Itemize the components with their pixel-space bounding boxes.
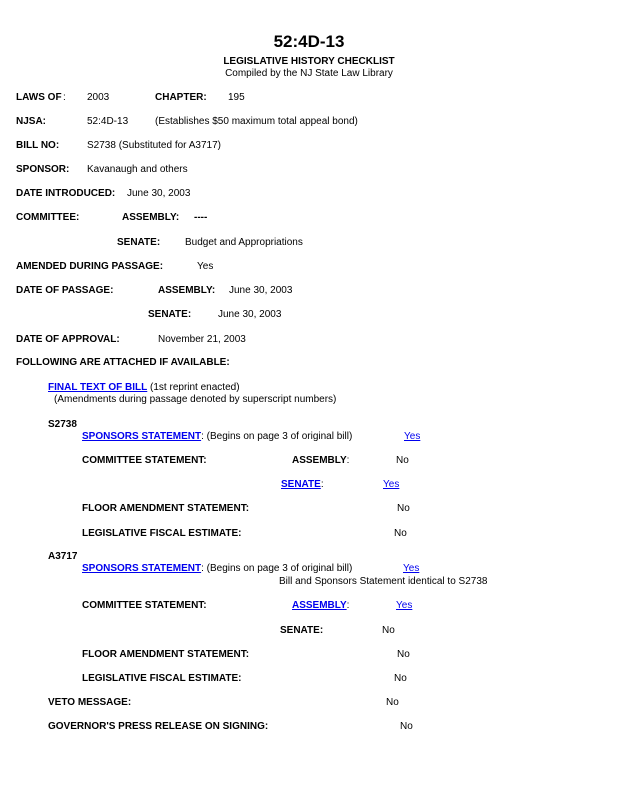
attached-heading: FOLLOWING ARE ATTACHED IF AVAILABLE:	[16, 357, 230, 368]
a3717-assembly-link[interactable]: ASSEMBLY	[292, 600, 347, 611]
a3717-floor-label: FLOOR AMENDMENT STATEMENT:	[82, 649, 250, 660]
passage-assembly-value: June 30, 2003	[229, 285, 293, 296]
s2738-sponsors-note: : (Begins on page 3 of original bill)	[201, 431, 353, 442]
a3717-sponsors-yes-link[interactable]: Yes	[403, 563, 420, 574]
passage-senate-value: June 30, 2003	[218, 309, 282, 320]
committee-assembly-label: ASSEMBLY:	[122, 212, 180, 223]
press-release-label: GOVERNOR'S PRESS RELEASE ON SIGNING:	[48, 721, 269, 732]
a3717-assembly-yes-link[interactable]: Yes	[396, 600, 413, 611]
s2738-fiscal-value: No	[394, 528, 407, 539]
s2738-floor-label: FLOOR AMENDMENT STATEMENT:	[82, 503, 250, 514]
committee-senate-value: Budget and Appropriations	[185, 237, 303, 248]
s2738-senate-link[interactable]: SENATE	[281, 479, 321, 490]
s2738-committee-label: COMMITTEE STATEMENT:	[82, 455, 207, 466]
committee-label: COMMITTEE:	[16, 212, 80, 223]
s2738-sponsors-statement-link[interactable]: SPONSORS STATEMENT	[82, 431, 202, 442]
a3717-label: A3717	[48, 551, 78, 562]
a3717-identical-note: Bill and Sponsors Statement identical to S2738	[279, 576, 488, 587]
final-text-row	[48, 382, 240, 394]
date-of-approval-value: November 21, 2003	[158, 334, 246, 345]
s2738-sponsors-row	[82, 431, 352, 443]
s2738-senate-colon: :	[320, 479, 324, 490]
s2738-assembly-colon: :	[346, 455, 350, 466]
sponsor-value: Kavanaugh and others	[87, 164, 188, 175]
a3717-committee-label: COMMITTEE STATEMENT:	[82, 600, 207, 611]
laws-of-label: LAWS OF	[16, 92, 62, 103]
date-of-passage-label: DATE OF PASSAGE:	[16, 285, 114, 296]
s2738-assembly-label: ASSEMBLY	[292, 455, 347, 466]
page-title: 52:4D-13	[273, 32, 345, 51]
s2738-senate-row	[281, 479, 324, 491]
chapter-value: 195	[228, 92, 245, 103]
s2738-fiscal-label: LEGISLATIVE FISCAL ESTIMATE:	[82, 528, 242, 539]
a3717-senate-value: No	[382, 625, 395, 636]
s2738-assembly-row	[292, 455, 349, 467]
page-subtitle: LEGISLATIVE HISTORY CHECKLIST	[223, 56, 395, 67]
amendments-note: (Amendments during passage denoted by superscript numbers)	[54, 394, 337, 405]
s2738-senate-yes-link[interactable]: Yes	[383, 479, 400, 490]
amended-label: AMENDED DURING PASSAGE:	[16, 261, 164, 272]
s2738-label: S2738	[48, 419, 77, 430]
s2738-floor-value: No	[397, 503, 410, 514]
date-introduced-label: DATE INTRODUCED:	[16, 188, 116, 199]
bill-no-value: S2738 (Substituted for A3717)	[87, 140, 221, 151]
s2738-sponsors-yes-link[interactable]: Yes	[404, 431, 421, 442]
date-of-approval-label: DATE OF APPROVAL:	[16, 334, 120, 345]
a3717-sponsors-row	[82, 563, 352, 575]
a3717-senate-label: SENATE:	[280, 625, 324, 636]
press-release-value: No	[400, 721, 413, 732]
a3717-assembly-row	[292, 600, 349, 612]
sponsor-label: SPONSOR:	[16, 164, 70, 175]
njsa-description: (Establishes $50 maximum total appeal bond)	[155, 116, 358, 127]
chapter-label: CHAPTER:	[155, 92, 207, 103]
bill-no-label: BILL NO:	[16, 140, 60, 151]
njsa-label: NJSA:	[16, 116, 47, 127]
veto-message-label: VETO MESSAGE:	[48, 697, 132, 708]
final-text-of-bill-link[interactable]: FINAL TEXT OF BILL	[48, 382, 148, 393]
final-text-note: (1st reprint enacted)	[147, 382, 240, 393]
passage-assembly-label: ASSEMBLY:	[158, 285, 216, 296]
njsa-value: 52:4D-13	[87, 116, 129, 127]
passage-senate-label: SENATE:	[148, 309, 192, 320]
a3717-fiscal-label: LEGISLATIVE FISCAL ESTIMATE:	[82, 673, 242, 684]
laws-of-value: 2003	[87, 92, 110, 103]
s2738-assembly-value: No	[396, 455, 409, 466]
amended-value: Yes	[197, 261, 214, 272]
committee-assembly-value: ----	[194, 212, 208, 223]
a3717-fiscal-value: No	[394, 673, 407, 684]
a3717-sponsors-statement-link[interactable]: SPONSORS STATEMENT	[82, 563, 202, 574]
a3717-floor-value: No	[397, 649, 410, 660]
a3717-sponsors-note: : (Begins on page 3 of original bill)	[201, 563, 353, 574]
a3717-assembly-colon: :	[346, 600, 350, 611]
veto-message-value: No	[386, 697, 399, 708]
committee-senate-label: SENATE:	[117, 237, 161, 248]
date-introduced-value: June 30, 2003	[127, 188, 191, 199]
compiled-by: Compiled by the NJ State Law Library	[225, 68, 393, 79]
laws-of-colon: :	[63, 92, 66, 103]
